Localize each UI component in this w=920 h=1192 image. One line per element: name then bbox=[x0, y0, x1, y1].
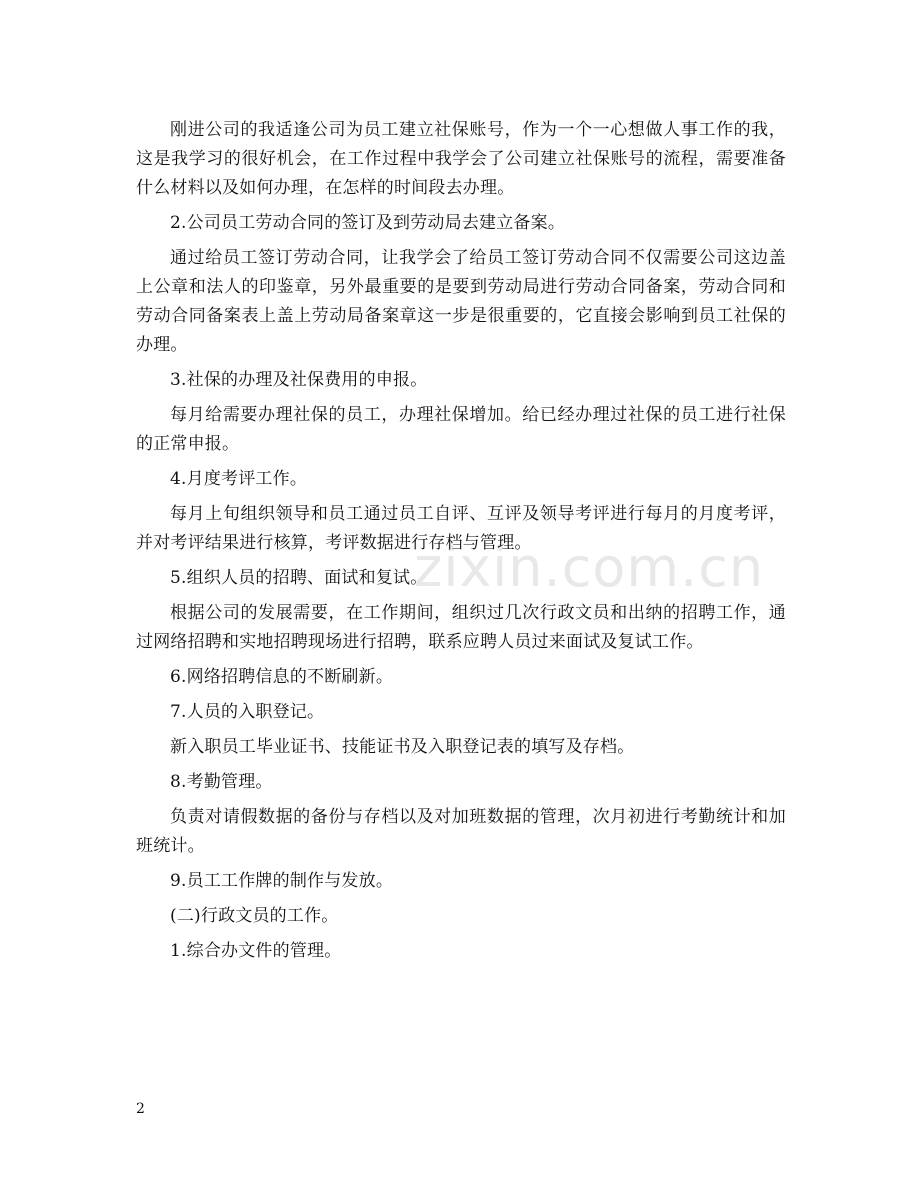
paragraph-3: 通过给员工签订劳动合同，让我学会了给员工签订劳动合同不仅需要公司这边盖上公章和法人的印鉴章，另外最重要的是要到劳动局进行劳动合同备案，劳动合同和劳动合同备案表上盖上劳动局备案章这一步是很重要的，它直接会影响到员工社保的办理。 bbox=[136, 248, 786, 355]
paragraph-12: 新入职员工毕业证书、技能证书及入职登记表的填写及存档。 bbox=[170, 737, 635, 757]
paragraph-15: 9.员工工作牌的制作与发放。 bbox=[170, 871, 394, 891]
paragraph-14: 负责对请假数据的备份与存档以及对加班数据的管理，次月初进行考勤统计和加班统计。 bbox=[136, 807, 786, 856]
paragraph-16: (二)行政文员的工作。 bbox=[170, 906, 339, 926]
paragraph-9: 根据公司的发展需要，在工作期间，组织过几次行政文员和出纳的招聘工作，通过网络招聘和实地招聘现场进行招聘，联系应聘人员过来面试及复试工作。 bbox=[136, 603, 786, 652]
paragraph-4: 3.社保的办理及社保费用的申报。 bbox=[170, 370, 428, 390]
paragraph-8: 5.组织人员的招聘、面试和复试。 bbox=[170, 568, 428, 588]
watermark-text: zixin.com.cn bbox=[414, 536, 765, 599]
paragraph-1: 刚进公司的我适逢公司为员工建立社保账号，作为一个一心想做人事工作的我，这是我学习的很好机会，在工作过程中我学会了公司建立社保账号的流程，需要准备什么材料以及如何办理，在怎样的时间段去办理。 bbox=[136, 120, 786, 198]
paragraph-17: 1.综合办文件的管理。 bbox=[170, 941, 342, 961]
document-body bbox=[136, 116, 786, 966]
page-number: 2 bbox=[136, 1101, 145, 1117]
paragraph-2: 2.公司员工劳动合同的签订及到劳动局去建立备案。 bbox=[170, 213, 566, 233]
paragraph-10: 6.网络招聘信息的不断刷新。 bbox=[170, 667, 394, 687]
paragraph-7: 每月上旬组织领导和员工通过员工自评、互评及领导考评进行每月的月度考评，并对考评结果进行核算，考评数据进行存档与管理。 bbox=[136, 504, 786, 553]
paragraph-13: 8.考勤管理。 bbox=[170, 772, 273, 792]
paragraph-5: 每月给需要办理社保的员工，办理社保增加。给已经办理过社保的员工进行社保的正常申报。 bbox=[136, 405, 786, 454]
paragraph-6: 4.月度考评工作。 bbox=[170, 469, 308, 489]
paragraph-11: 7.人员的入职登记。 bbox=[170, 702, 325, 722]
